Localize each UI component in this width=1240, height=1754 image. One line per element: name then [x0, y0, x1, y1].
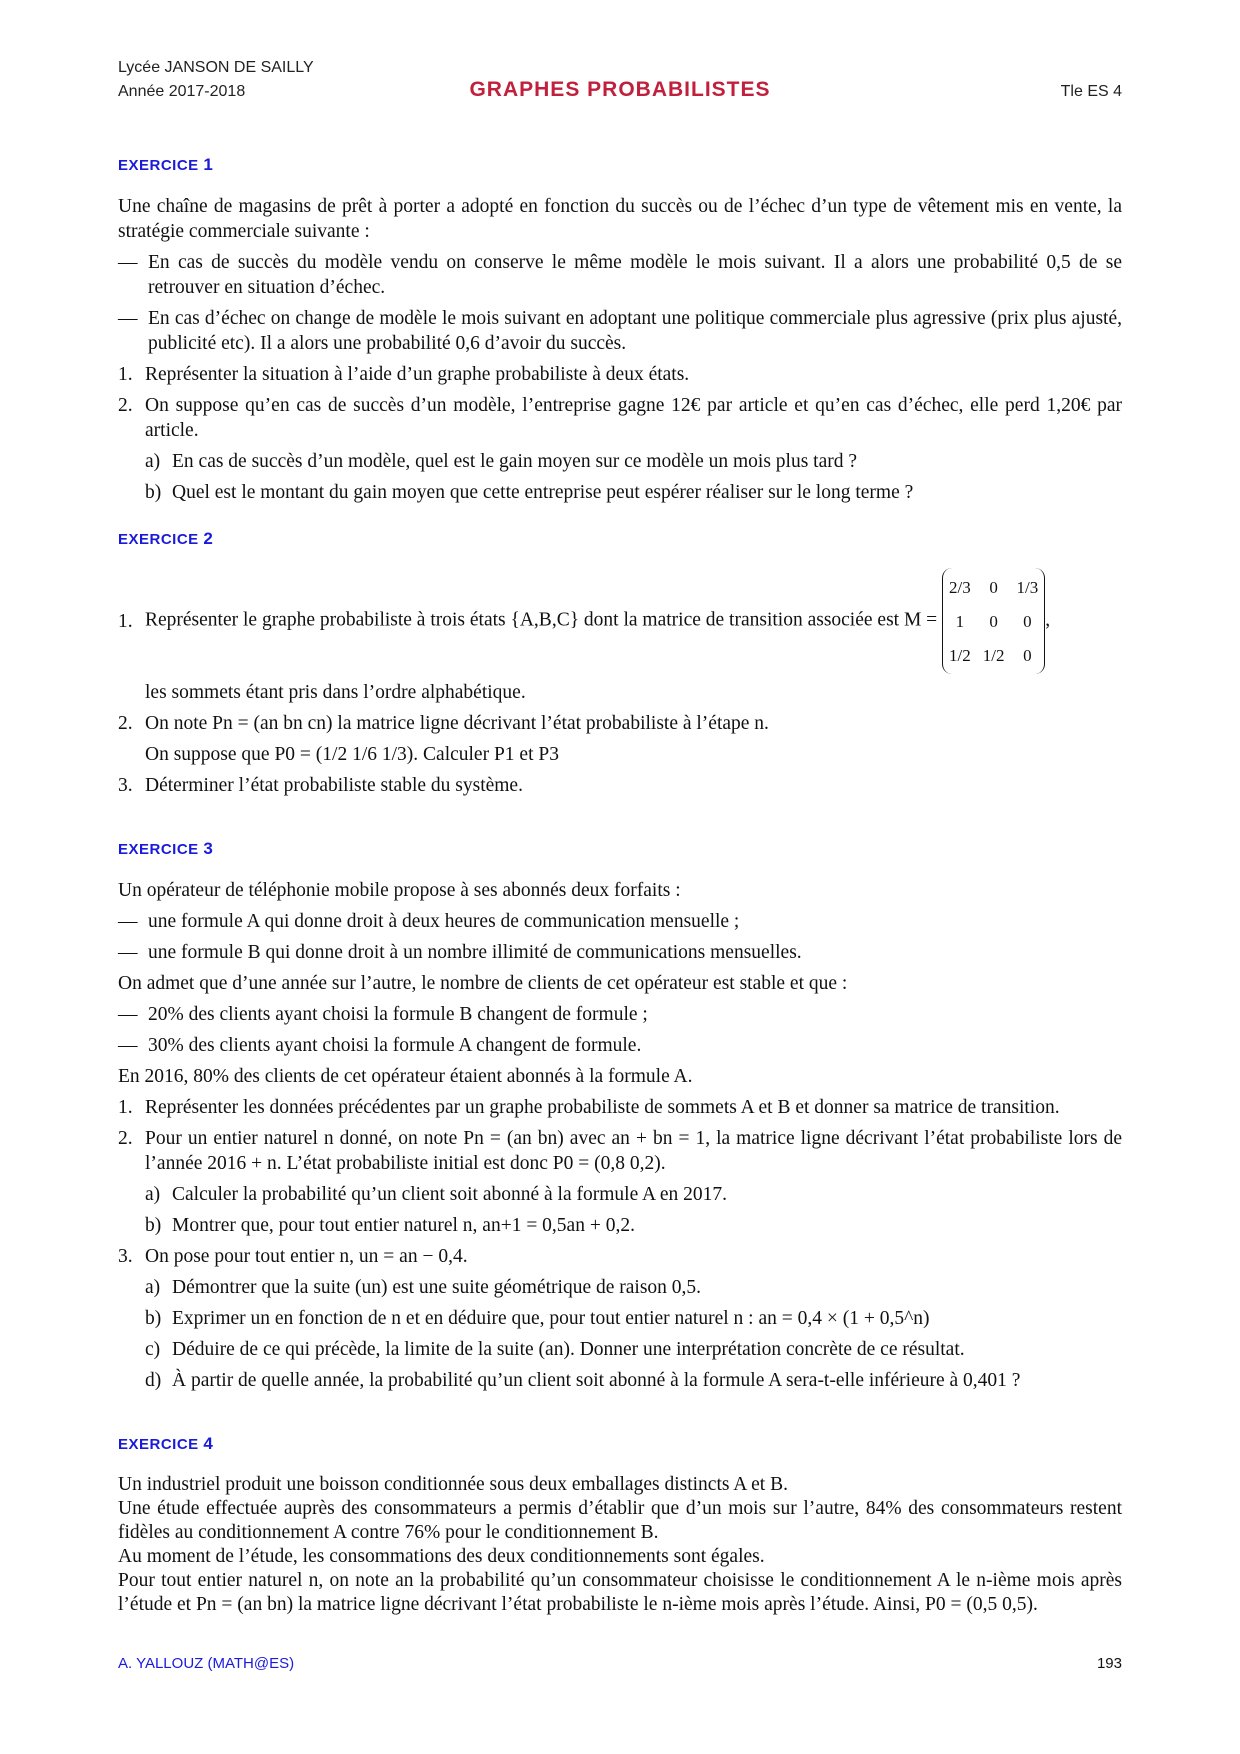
exercise-4 — [118, 1432, 1122, 1617]
question: Représenter le graphe probabiliste à trois états {A,B,C} dont la matrice de transition associée est M = — [145, 609, 938, 631]
subquestion: Déduire de ce qui précède, la limite de la suite (an). Donner une interprétation concrète de ce résultat. — [172, 1339, 965, 1360]
question: Pour un entier naturel n donné, on note Pn = (an bn) avec an + bn = 1, la matrice ligne décrivant l’état probabiliste lors de l’année 2016 + n. L’état probabiliste initial est donc P0 = (0,8 0,2). — [145, 1128, 1122, 1174]
bullet: une formule B qui donne droit à un nombre illimité de communications mensuelles. — [148, 942, 802, 963]
matrix-cell: 1/3 — [1016, 577, 1039, 597]
question-cont: les sommets étant pris dans l’ordre alphabétique. — [145, 682, 526, 703]
matrix-cell: 0 — [989, 577, 998, 597]
paragraph: Au moment de l’étude, les consommations des deux conditionnements sont égales. — [118, 1546, 765, 1567]
bullet: 20% des clients ayant choisi la formule B changent de formule ; — [148, 1004, 648, 1025]
exercise-title: EXERCICE 4 — [118, 1434, 214, 1453]
question: Représenter les données précédentes par un graphe probabiliste de sommets A et B et donner sa matrice de transition. — [145, 1097, 1060, 1118]
exercise-1: EXERCICE 1 Une chaîne de magasins de prêt à porter a adopté en fonction du succès ou de l’échec d’un type de vêtement mis en vente, la stratégie commerciale suivante : — En cas de succès du modèle vendu on conserve le même modèle le mois suivant. Il a alors une probabilité 0,5 de se retrouver en situation d’échec. — En cas d’échec on change de modèle le mois suivant en adoptant une politique commerciale plus agressive (prix plus ajusté, publicité etc). Il a alors une probabilité 0,6 d’avoir du succès. 1. Représenter la situation à l’aide d’un graphe probabiliste à deux états. 2. On suppose qu’en cas de succès d’un modèle, l’entreprise gagne 12€ par article et qu’en cas d’échec, elle perd 1,20€ par article. a) En cas de succès d’un modèle, quel est le gain moyen sur ce modèle un mois plus tard ? b) Quel est le montant du gain moyen que cette entreprise peut espérer réaliser sur le long terme ? — [118, 152, 1122, 511]
matrix-cell: 0 — [1023, 645, 1032, 665]
exercise-2: EXERCICE 2 1. Représenter le graphe probabiliste à trois états {A,B,C} dont la matrice de transition associée est M = 2/3 0 1/3 1 0 0 1/2 1/2 0 , les sommets étant pris dans l’ordre alphabétique. 2. On note Pn = (an bn cn) la matrice ligne décrivant l’état probabiliste à l’étape n. On suppose que P0 = (1/2 1/6 1/3). Calculer P1 et P3 3. Déterminer l’état probabiliste stable du système. — [118, 526, 1122, 804]
exercise-title: EXERCICE 3 — [118, 839, 214, 858]
subquestion: Exprimer un en fonction de n et en déduire que, pour tout entier naturel n : an = 0,4 × (1 + 0,5^n) — [172, 1308, 930, 1329]
school-year: Année 2017-2018 — [118, 83, 246, 100]
subquestion: En cas de succès d’un modèle, quel est le gain moyen sur ce modèle un mois plus tard ? — [172, 451, 858, 472]
subquestion: Démontrer que la suite (un) est une suite géométrique de raison 0,5. — [172, 1277, 702, 1298]
matrix-cell: 1/2 — [949, 645, 971, 665]
matrix-cell: 0 — [1023, 611, 1032, 631]
question: Déterminer l’état probabiliste stable du système. — [145, 775, 523, 796]
bullet: une formule A qui donne droit à deux heures de communication mensuelle ; — [148, 911, 740, 932]
subquestion: Quel est le montant du gain moyen que cette entreprise peut espérer réaliser sur le long terme ? — [172, 482, 914, 503]
paragraph: On admet que d’une année sur l’autre, le nombre de clients de cet opérateur est stable et que : — [118, 973, 848, 994]
matrix-cell: 0 — [989, 611, 998, 631]
question: On note Pn = (an bn cn) la matrice ligne décrivant l’état probabiliste à l’étape n. — [145, 713, 769, 734]
subquestion: Montrer que, pour tout entier naturel n, an+1 = 0,5an + 0,2. — [172, 1215, 635, 1236]
transition-matrix — [942, 568, 1045, 674]
paragraph: Un opérateur de téléphonie mobile propose à ses abonnés deux forfaits : — [118, 880, 681, 901]
bullet: 30% des clients ayant choisi la formule A changent de formule. — [148, 1035, 642, 1056]
bullet: En cas d’échec on change de modèle le mois suivant en adoptant une politique commerciale plus agressive (prix plus ajusté, publicité etc). Il a alors une probabilité 0,6 d’avoir du succès. — [148, 308, 1122, 354]
question: Représenter la situation à l’aide d’un graphe probabiliste à deux états. — [145, 364, 690, 385]
question: On suppose qu’en cas de succès d’un modèle, l’entreprise gagne 12€ par article et qu’en cas d’échec, elle perd 1,20€ par article. — [145, 395, 1122, 441]
paragraph: Un industriel produit une boisson conditionnée sous deux emballages distincts A et B. — [118, 1474, 788, 1495]
class-label: Tle ES 4 — [1060, 83, 1122, 100]
exercise-title: EXERCICE 1 — [118, 155, 214, 174]
exercise-title: EXERCICE 2 — [118, 529, 214, 548]
school-name: Lycée JANSON DE SAILLY — [118, 59, 314, 76]
subquestion: À partir de quelle année, la probabilité qu’un client soit abonné à la formule A sera-t-elle inférieure à 0,401 ? — [172, 1370, 1021, 1391]
paragraph: Une étude effectuée auprès des consommateurs a permis d’établir que d’un mois sur l’autre, 84% des consommateurs restent fidèles au conditionnement A contre 76% pour le conditionnement B. — [118, 1498, 1122, 1543]
page-title: GRAPHES PROBABILISTES — [469, 78, 771, 101]
footer-author: A. YALLOUZ (MATH@ES) — [118, 1655, 295, 1672]
question: On pose pour tout entier n, un = an − 0,4. — [145, 1246, 468, 1267]
question-cont: On suppose que P0 = (1/2 1/6 1/3). Calculer P1 et P3 — [145, 744, 559, 765]
paragraph: Pour tout entier naturel n, on note an la probabilité qu’un consommateur choisisse le conditionnement A le n-ième mois après l’étude et Pn = (an bn) la matrice ligne décrivant l’état probabiliste le n-ième mois après l’étude. Ainsi, P0 = (0,5 0,5). — [118, 1570, 1122, 1615]
matrix-cell: 1 — [955, 611, 965, 631]
paragraph: En 2016, 80% des clients de cet opérateur étaient abonnés à la formule A. — [118, 1066, 693, 1087]
exercise-3: EXERCICE 3 Un opérateur de téléphonie mobile propose à ses abonnés deux forfaits : — une formule A qui donne droit à deux heures de communication mensuelle ; — une formule B qui donne droit à un nombre illimité de communications mensuelles. On admet que d’une année sur l’autre, le nombre de clients de cet opérateur est stable et que : — 20% des clients ayant choisi la formule B changent de formule ; — 30% des clients ayant choisi la formule A changent de formule. En 2016, 80% des clients de cet opérateur étaient abonnés à la formule A. 1. Représenter les données précédentes par un graphe probabiliste de sommets A et B et donner sa matrice de transition. 2. Pour un entier naturel n donné, on note Pn = (an bn) avec an + bn = 1, la matrice ligne décrivant l’état probabiliste lors de l’année 2016 + n. L’état probabiliste initial est donc P0 = (0,8 0,2). a) Calculer la probabilité qu’un client soit abonné à la formule A en 2017. b) Montrer que, pour tout entier naturel n, an+1 = 0,5an + 0,2. 3. On pose pour tout entier n, un = an − 0,4. a) Démontrer que la suite (un) est une suite géométrique de raison 0,5. b) Exprimer un en fonction de n et en déduire que, pour tout entier naturel n : an = 0,4 × (1 + 0,5^n) c) Déduire de ce qui précède, la limite de la suite (an). Donner une interprétation concrète de ce résultat. d) À partir de quelle année, la probabilité qu’un client soit abonné à la formule A sera-t-elle inférieure à 0,401 ? — [118, 836, 1122, 1399]
page-number: 193 — [1096, 1655, 1122, 1672]
matrix-cell: 1/2 — [982, 645, 1005, 665]
matrix-cell: 2/3 — [949, 577, 971, 597]
paragraph: Une chaîne de magasins de prêt à porter a adopté en fonction du succès ou de l’échec d’un type de vêtement mis en vente, la stratégie commerciale suivante : — [118, 196, 1122, 242]
subquestion: Calculer la probabilité qu’un client soit abonné à la formule A en 2017. — [172, 1184, 728, 1205]
bullet: En cas de succès du modèle vendu on conserve le même modèle le mois suivant. Il a alors une probabilité 0,5 de se retrouver en situation d’échec. — [148, 252, 1122, 298]
